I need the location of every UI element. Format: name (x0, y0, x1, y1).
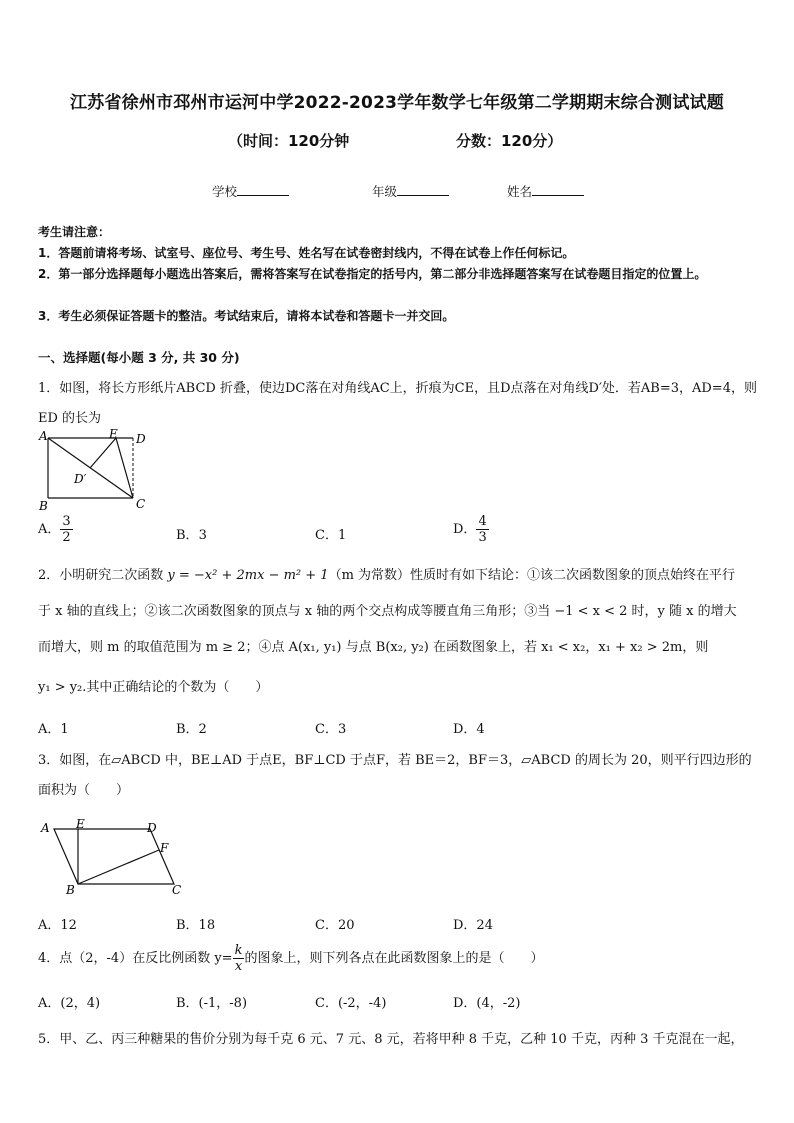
q3-option-d[interactable]: D．24 (453, 918, 493, 933)
question-2-line-1: 2．小明研究二次函数 y = −x² + 2mx − m² + 1（m 为常数）性质时有如下结论：①该二次函数图象的顶点始终在平行 (38, 568, 736, 583)
q2-option-d[interactable]: D．4 (453, 722, 485, 737)
q1-label-E: E (109, 427, 118, 441)
q3-label-A: A (41, 821, 50, 835)
q1-label-C: C (136, 497, 146, 511)
score-info: 分数：120分） (456, 132, 563, 150)
question-3-figure (36, 814, 186, 898)
school-field[interactable] (212, 182, 289, 200)
question-2-line-4: y₁ > y₂.其中正确结论的个数为（ ） (38, 680, 269, 695)
q1-label-B: B (39, 499, 48, 513)
q2-option-a[interactable]: A．1 (38, 722, 69, 737)
notice-item-2: 2．第一部分选择题每小题选出答案后，需将答案写在试卷指定的括号内，第二部分非选择题答案写在试卷题目指定的位置上。 (38, 267, 707, 281)
q4-option-d[interactable]: D．(4，-2) (453, 996, 521, 1011)
q3-label-D: D (147, 821, 157, 835)
q3-option-a[interactable]: A．12 (38, 918, 77, 933)
q4-k: k (234, 943, 243, 958)
grade-blank[interactable] (397, 183, 449, 196)
q3-option-c[interactable]: C．20 (315, 918, 355, 933)
grade-field[interactable] (372, 182, 449, 200)
question-1-text: 1．如图，将长方形纸片ABCD 折叠，使边DC落在对角线AC上，折痕为CE，且D点落在对角线D′处．若AB=3，AD=4，则ED 的长为 (38, 381, 757, 426)
q4-option-a[interactable]: A．(2，4) (38, 996, 101, 1011)
q4-option-b[interactable]: B．(-1，-8) (176, 996, 248, 1011)
question-2-line-3: 而增大，则 m 的取值范围为 m ≥ 2；④点 A(x₁, y₁) 与点 B(x₂, y₂) 在函数图象上，若 x₁ < x₂，x₁ + x₂ > 2m，则 (38, 640, 709, 655)
q4-x: x (234, 959, 243, 974)
q3-label-B: B (66, 883, 75, 897)
question-3-text: 3．如图，在▱ABCD 中，BE⊥AD 于点E，BF⊥CD 于点F，若 BE＝2，BF＝3，▱ABCD 的周长为 20，则平行四边形的面积为（ ） (38, 753, 752, 798)
question-4-text: 4．点（2，-4）在反比例函数 y= $\frac{k}{x}$ 的图象上，则下列各点在此函数图象上的是（ ） (38, 943, 544, 974)
question-2-line-2: 于 x 轴的直线上；②该二次函数图象的顶点与 x 轴的两个交点构成等腰直角三角形；③当 −1 < x < 2 时，y 随 x 的增大 (38, 604, 737, 619)
name-label: 姓名 (507, 184, 533, 199)
grade-label: 年级 (372, 184, 398, 199)
q1-label-D-prime: D′ (74, 472, 87, 486)
time-info: （时间：120分钟 (228, 132, 350, 150)
notice-item-3: 3．考生必须保证答题卡的整洁。考试结束后，请将本试卷和答题卡一并交回。 (38, 309, 455, 323)
q3-label-E: E (76, 817, 85, 831)
q2-option-b[interactable]: B．2 (176, 722, 207, 737)
q1-option-c[interactable]: C．1 (315, 528, 347, 543)
q1-option-d[interactable]: D． $\frac{4}{3}$ (453, 514, 487, 545)
q1-option-b[interactable]: B．3 (176, 528, 207, 543)
school-label: 学校 (212, 184, 238, 199)
q2-option-c[interactable]: C．3 (315, 722, 347, 737)
q3-label-F: F (160, 841, 169, 855)
name-field[interactable] (507, 182, 584, 200)
notice-item-1: 1．答题前请将考场、试室号、座位号、考生号、姓名写在试卷密封线内，不得在试卷上作任何标记。 (38, 246, 575, 260)
notice-heading: 考生请注意： (38, 225, 111, 239)
q1-label-A: A (39, 429, 48, 443)
q3-label-C: C (172, 883, 182, 897)
question-5-text: 5．甲、乙、丙三种糖果的售价分别为每千克 6 元、7 元、8 元，若将甲种 8 千克，乙种 10 千克，丙种 3 千克混在一起， (38, 1032, 744, 1047)
name-blank[interactable] (532, 183, 584, 196)
q2-formula: y = −x² + 2mx − m² + 1 (167, 568, 329, 583)
q1-label-D: D (136, 432, 146, 446)
school-blank[interactable] (237, 183, 289, 196)
exam-title: 江苏省徐州市邳州市运河中学2022-2023学年数学七年级第二学期期末综合测试试题 (70, 93, 724, 113)
section-title: 一、选择题(每小题 3 分, 共 30 分) (38, 350, 240, 365)
question-1-figure (36, 426, 156, 514)
q4-option-c[interactable]: C．(-2，-4) (315, 996, 387, 1011)
q3-option-b[interactable]: B．18 (176, 918, 216, 933)
q1-option-a[interactable]: A． $\frac{3}{2}$ (38, 514, 71, 545)
